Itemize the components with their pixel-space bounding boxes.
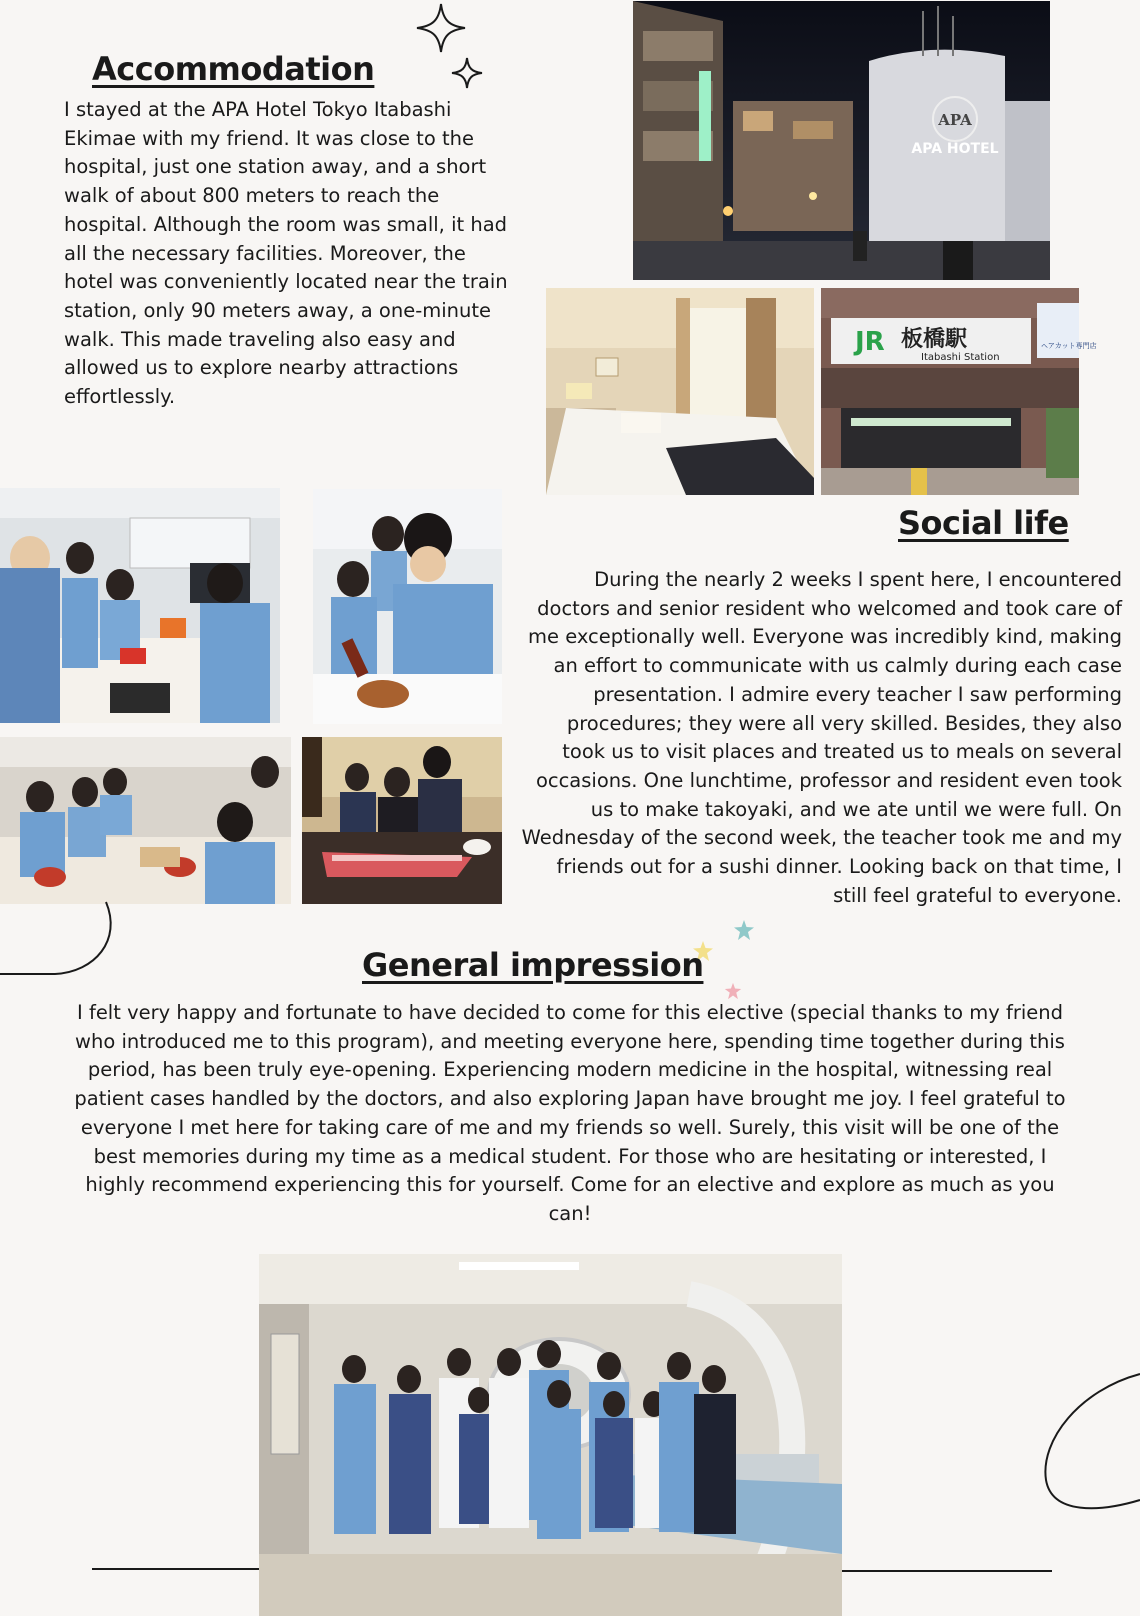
itabashi-station-photo (821, 288, 1097, 495)
star-icon (733, 919, 755, 941)
sparkle-icon (415, 2, 467, 54)
social-life-text: During the nearly 2 weeks I spent here, I encountered doctors and senior resident who welcomed and took care of me exceptionally well. Everyone was incredibly kind, making an effort to communicate with us calmly during each case presentation. I admire every teacher I saw performing procedures; they were all very skilled. Besides, they also took us to visit places and treated us to meals on several occasions. One lunchtime, professor and resident even took us to make takoyaki, and we ate until we were full. On Wednesday of the second week, the teacher took me and my friends out for a sushi dinner. Looking back on that time, I still feel grateful to everyone. (521, 568, 1122, 907)
takoyaki-sauce-photo (313, 489, 502, 724)
accommodation-heading: Accommodation (92, 50, 375, 88)
sparkle-icon (450, 56, 484, 90)
sushi-dinner-photo (302, 737, 502, 904)
group-photo-angiography-room (259, 1254, 842, 1616)
divider-line (842, 1570, 1052, 1572)
star-icon (724, 982, 742, 1000)
hotel-sign-logo: APA (938, 111, 972, 129)
station-sign-shop: ヘアカット専門店 (1041, 342, 1097, 350)
general-impression-heading: General impression (362, 946, 704, 984)
accommodation-text: I stayed at the APA Hotel Tokyo Itabashi Ekimae with my friend. It was close to the hospital, just one station away, and a short walk of about 800 meters to reach the hospital. Although the room was small, it had all the necessary facilities. Moreover, the hotel was conveniently located near the train station, only 90 meters away, a one-minute walk. This made traveling also easy and allowed us to explore nearby attractions effortlessly. (64, 98, 508, 409)
station-sign-name: Itabashi Station (921, 352, 1000, 363)
general-impression-text: I felt very happy and fortunate to have decided to come for this elective (special thanks to my friend who introduced me to this program), and meeting everyone here, spending time together during this period, has been truly eye-opening. Experiencing modern medicine in the hospital, witnessing real patient cases handled by the doctors, and also exploring Japan have brought me joy. I feel grateful to everyone I met here for taking care of me and my friends so well. Surely, this visit will be one of the best memories during my time as a medical student. For those who are hesitating or interested, I highly recommend experiencing this for yourself. Come for an elective and explore as much as you can! (74, 1001, 1066, 1225)
divider-line (92, 1568, 262, 1570)
cafeteria-lunch-photo (0, 737, 291, 904)
decorative-curve (1040, 1370, 1140, 1530)
hotel-exterior-photo (633, 1, 1050, 280)
decorative-curve (0, 900, 120, 976)
hotel-sign-name: APA HOTEL (911, 141, 999, 157)
station-sign-kanji: 板橋駅 (901, 327, 968, 352)
social-life-heading: Social life (898, 504, 1069, 542)
hotel-room-photo (546, 288, 814, 495)
station-sign-jr: JR (855, 327, 885, 357)
takoyaki-group-photo (0, 488, 280, 723)
